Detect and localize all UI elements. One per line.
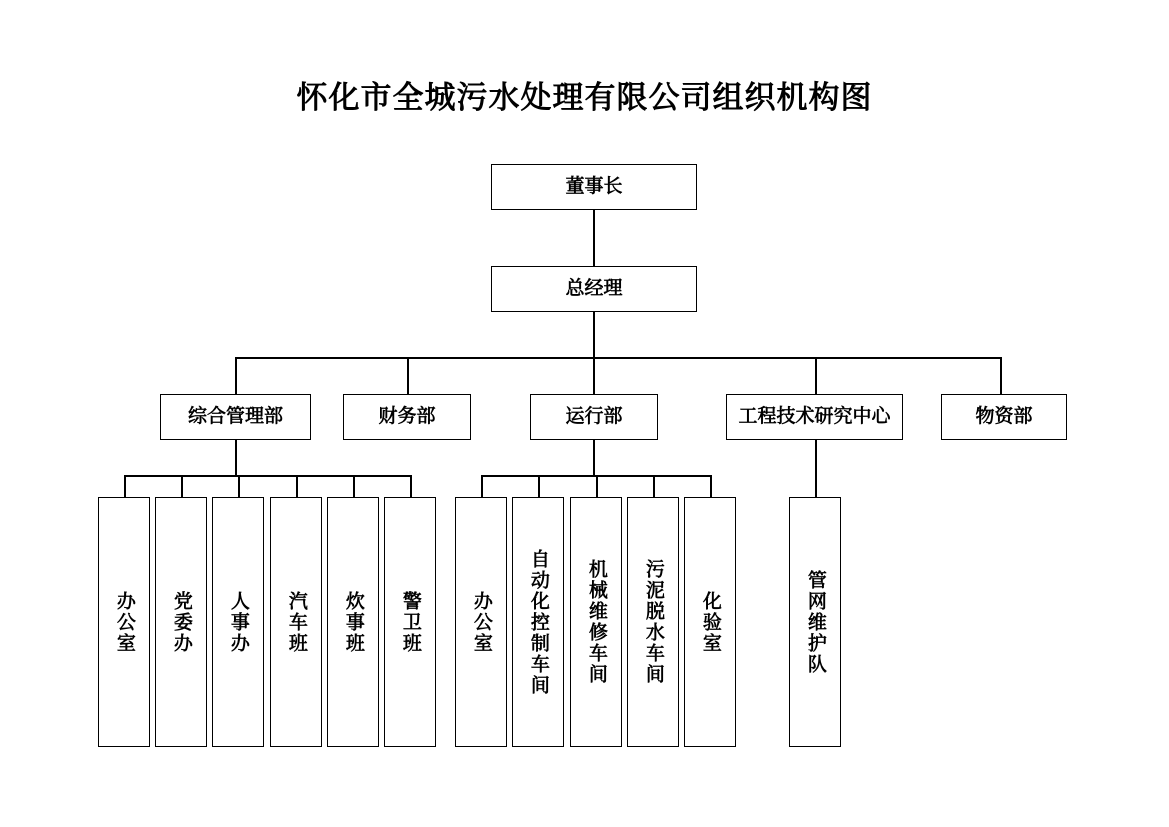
node-kitchen-team: 炊事班 <box>327 497 379 747</box>
node-security-team: 警卫班 <box>384 497 436 747</box>
node-automation-control-workshop: 自动化控制车间 <box>512 497 564 747</box>
node-department-engineering-tech-center: 工程技术研究中心 <box>726 394 903 440</box>
node-department-materials: 物资部 <box>941 394 1067 440</box>
node-chairman: 董事长 <box>491 164 697 210</box>
node-party-committee-office: 党委办 <box>155 497 207 747</box>
node-sludge-dewatering-workshop: 污泥脱水车间 <box>627 497 679 747</box>
connector-chairman-gm <box>593 210 595 266</box>
connector-gm-down <box>593 312 595 358</box>
drop-dept-2 <box>407 357 409 394</box>
drop-dept-1 <box>235 357 237 394</box>
connector-admin-down <box>235 440 237 476</box>
drop-operation-4 <box>653 475 655 497</box>
node-operation-office: 办公室 <box>455 497 507 747</box>
drop-admin-3 <box>238 475 240 497</box>
department-bus <box>235 357 1002 359</box>
node-admin-office: 办公室 <box>98 497 150 747</box>
drop-admin-4 <box>296 475 298 497</box>
drop-dept-5 <box>1000 357 1002 394</box>
connector-operation-down <box>593 440 595 476</box>
drop-operation-5 <box>710 475 712 497</box>
node-mechanical-maintenance-workshop: 机械维修车间 <box>570 497 622 747</box>
drop-admin-6 <box>410 475 412 497</box>
node-pipe-network-maintenance-team: 管网维护队 <box>789 497 841 747</box>
drop-operation-1 <box>481 475 483 497</box>
page-title: 怀化市全城污水处理有限公司组织机构图 <box>296 80 873 115</box>
drop-operation-3 <box>596 475 598 497</box>
drop-admin-5 <box>353 475 355 497</box>
connector-engineering-down <box>815 440 817 497</box>
node-department-comprehensive-management: 综合管理部 <box>160 394 311 440</box>
node-department-finance: 财务部 <box>343 394 471 440</box>
drop-operation-2 <box>538 475 540 497</box>
drop-admin-1 <box>124 475 126 497</box>
drop-admin-2 <box>181 475 183 497</box>
admin-bus <box>124 475 412 477</box>
drop-dept-3 <box>593 357 595 394</box>
node-laboratory: 化验室 <box>684 497 736 747</box>
node-general-manager: 总经理 <box>491 266 697 312</box>
node-vehicle-team: 汽车班 <box>270 497 322 747</box>
node-personnel-office: 人事办 <box>212 497 264 747</box>
node-department-operation: 运行部 <box>530 394 658 440</box>
drop-dept-4 <box>815 357 817 394</box>
